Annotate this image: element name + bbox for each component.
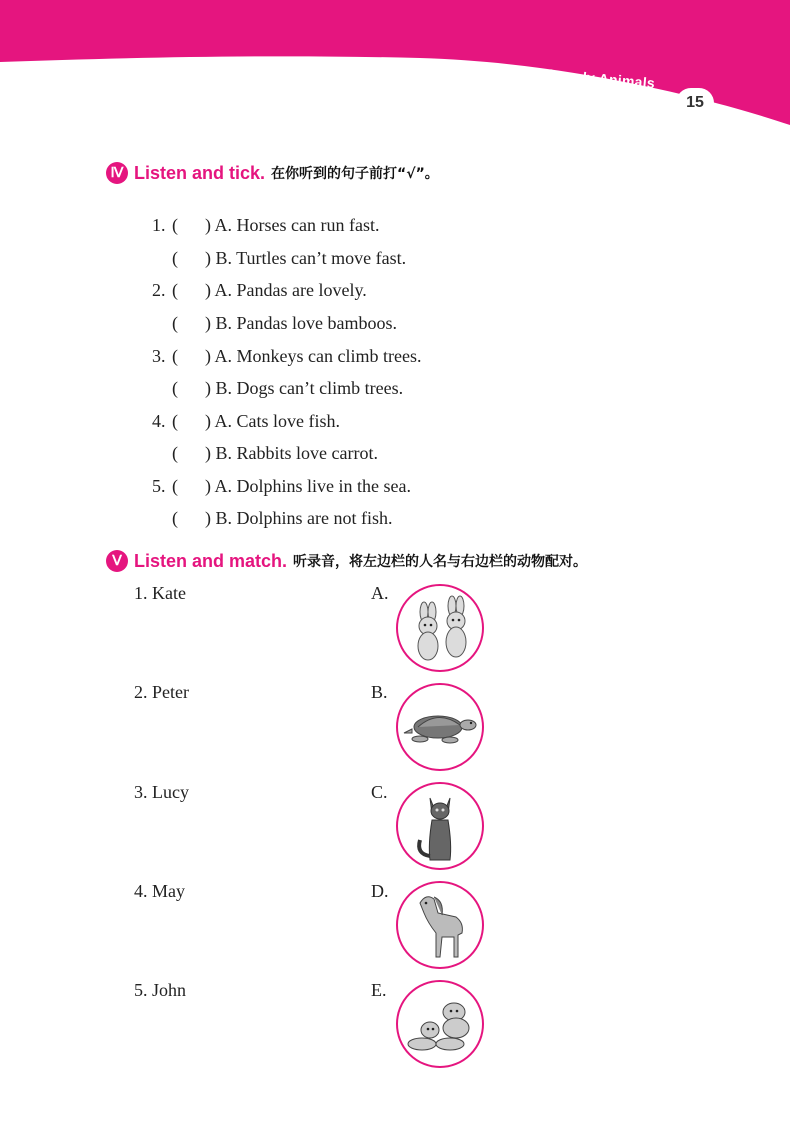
tick-option-text: B. Pandas love bamboos. — [215, 313, 397, 333]
letter-c: C. — [371, 782, 388, 802]
answer-blank[interactable]: ( ) — [172, 508, 211, 528]
tick-option-text: B. Rabbits love carrot. — [215, 443, 378, 463]
tick-number: 2. — [152, 280, 166, 300]
name-may[interactable]: 4. May — [134, 881, 185, 901]
tick-option-text: B. Dolphins are not fish. — [215, 508, 393, 528]
cat-icon — [398, 784, 482, 868]
rabbits-icon — [398, 586, 482, 670]
section-5-instruction: 听录音，将左边栏的人名与右边栏的动物配对。 — [293, 554, 588, 570]
name-kate[interactable]: 1. Kate — [134, 583, 186, 603]
tick-number: 1. — [152, 215, 166, 235]
answer-blank[interactable]: ( ) — [172, 443, 211, 463]
section-4-title: Listen and tick. — [134, 162, 266, 183]
section-5-badge: Ⅴ — [106, 550, 128, 572]
name-peter[interactable]: 2. Peter — [134, 682, 189, 702]
unit-title: Unit 4 Lovely Animals — [503, 62, 656, 92]
letter-b: B. — [371, 682, 388, 702]
section-5-title: Listen and match. — [134, 550, 288, 571]
tick-option-text: B. Dogs can’t climb trees. — [215, 378, 404, 398]
name-lucy[interactable]: 3. Lucy — [134, 782, 189, 802]
answer-blank[interactable]: ( ) — [172, 280, 211, 300]
tick-number: 5. — [152, 476, 166, 496]
section-4-heading — [106, 162, 439, 184]
answer-blank[interactable]: ( ) — [172, 476, 211, 496]
answer-blank[interactable]: ( ) — [172, 411, 211, 431]
turtle-icon — [398, 685, 482, 769]
answer-blank[interactable]: ( ) — [172, 215, 211, 235]
animal-e-circle[interactable] — [396, 980, 484, 1068]
tick-option-text: B. Turtles can’t move fast. — [215, 248, 407, 268]
answer-blank[interactable]: ( ) — [172, 313, 211, 333]
animal-c-circle[interactable] — [396, 782, 484, 870]
letter-a: A. — [371, 583, 389, 603]
answer-blank[interactable]: ( ) — [172, 346, 211, 366]
section-5-heading — [106, 550, 587, 572]
tick-row-5b[interactable] — [154, 487, 393, 550]
letter-d: D. — [371, 881, 389, 901]
section-4-badge: Ⅳ — [106, 162, 128, 184]
answer-blank[interactable]: ( ) — [172, 248, 211, 268]
tick-option-text: A. Horses can run fast. — [214, 215, 380, 235]
tick-number: 3. — [152, 346, 166, 366]
tick-option-text: A. Dolphins live in the sea. — [214, 476, 411, 496]
animal-d-circle[interactable] — [396, 881, 484, 969]
animal-b-circle[interactable] — [396, 683, 484, 771]
header-band — [0, 0, 790, 130]
page-number: 15 — [676, 88, 714, 118]
answer-blank[interactable]: ( ) — [172, 378, 211, 398]
section-4-instruction: 在你听到的句子前打“√”。 — [271, 166, 439, 182]
dogs-icon — [398, 982, 482, 1066]
horse-icon — [398, 883, 482, 967]
tick-option-text: A. Cats love fish. — [214, 411, 341, 431]
name-john[interactable]: 5. John — [134, 980, 187, 1000]
tick-option-text: A. Pandas are lovely. — [214, 280, 367, 300]
letter-e: E. — [371, 980, 387, 1000]
tick-option-text: A. Monkeys can climb trees. — [214, 346, 422, 366]
animal-a-circle[interactable] — [396, 584, 484, 672]
tick-number: 4. — [152, 411, 166, 431]
